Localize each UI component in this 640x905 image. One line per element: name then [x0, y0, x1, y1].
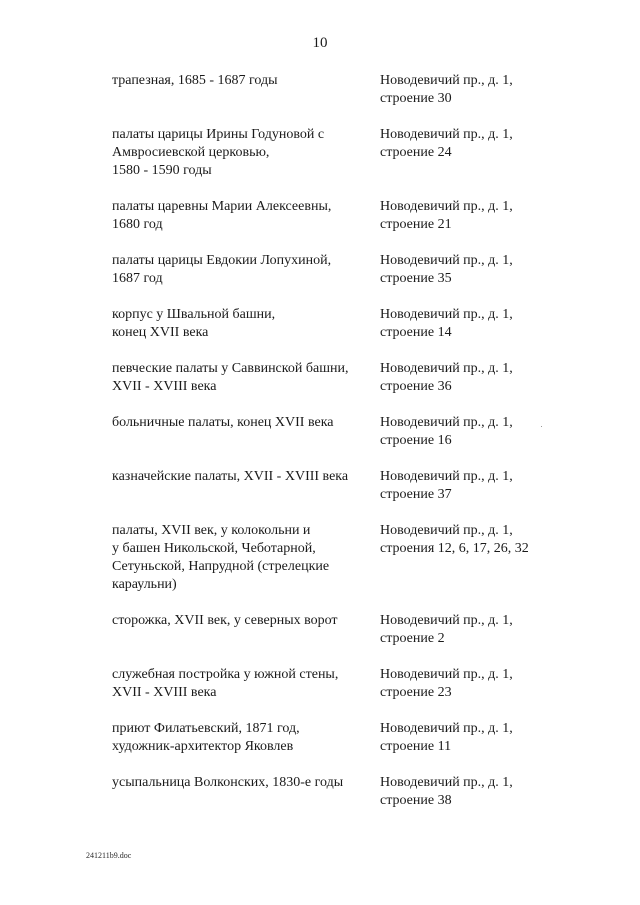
object-address: Новодевичий пр., д. 1, строение 24 [380, 127, 513, 160]
list-item [112, 720, 572, 756]
object-address: Новодевичий пр., д. 1, строение 30 [380, 73, 513, 106]
list-item [112, 126, 572, 180]
heritage-object-list [112, 72, 572, 828]
object-address: Новодевичий пр., д. 1, строение 11 [380, 721, 513, 754]
object-address: Новодевичий пр., д. 1, строения 12, 6, 17, 26, 32 [380, 523, 529, 556]
document-file-code: 241211b9.doc [86, 851, 132, 860]
object-address: Новодевичий пр., д. 1, строение 35 [380, 253, 513, 286]
list-item [112, 468, 572, 504]
object-name: палаты царицы Евдокии Лопухиной, 1687 год [112, 253, 332, 286]
list-item [112, 72, 572, 108]
list-item [112, 522, 572, 594]
page-number: 10 [312, 35, 328, 51]
object-address: Новодевичий пр., д. 1, строение 2 [380, 613, 513, 646]
object-name: трапезная, 1685 - 1687 годы [112, 73, 278, 88]
object-address: Новодевичий пр., д. 1, строение 37 [380, 469, 513, 502]
list-item [112, 414, 572, 450]
scan-speck [541, 426, 542, 427]
object-name: корпус у Швальной башни, конец XVII века [112, 307, 276, 340]
list-item [112, 252, 572, 288]
object-name: служебная постройка у южной стены, XVII - XVIII века [112, 667, 339, 700]
object-name: казначейские палаты, XVII - XVIII века [112, 469, 349, 484]
object-name: палаты царевны Марии Алексеевны, 1680 год [112, 199, 332, 232]
object-name: палаты, XVII век, у колокольни и у башен Никольской, Чеботарной, Сетуньской, Напрудной (стрелецкие караульни) [112, 523, 330, 592]
object-name: сторожка, XVII век, у северных ворот [112, 613, 338, 628]
object-name: приют Филатьевский, 1871 год, художник-архитектор Яковлев [112, 721, 300, 754]
object-address: Новодевичий пр., д. 1, строение 14 [380, 307, 513, 340]
list-item [112, 666, 572, 702]
object-address: Новодевичий пр., д. 1, строение 16 [380, 415, 513, 448]
object-address: Новодевичий пр., д. 1, строение 23 [380, 667, 513, 700]
object-address: Новодевичий пр., д. 1, строение 38 [380, 775, 513, 808]
object-name: певческие палаты у Саввинской башни, XVII - XVIII века [112, 361, 349, 394]
object-name: больничные палаты, конец XVII века [112, 415, 334, 430]
list-item [112, 306, 572, 342]
list-item [112, 774, 572, 810]
list-item [112, 198, 572, 234]
object-name: палаты царицы Ирины Годуновой с Амвросиевской церковью, 1580 - 1590 годы [112, 127, 325, 178]
object-address: Новодевичий пр., д. 1, строение 21 [380, 199, 513, 232]
list-item [112, 612, 572, 648]
list-item [112, 360, 572, 396]
object-address: Новодевичий пр., д. 1, строение 36 [380, 361, 513, 394]
object-name: усыпальница Волконских, 1830-е годы [112, 775, 344, 790]
